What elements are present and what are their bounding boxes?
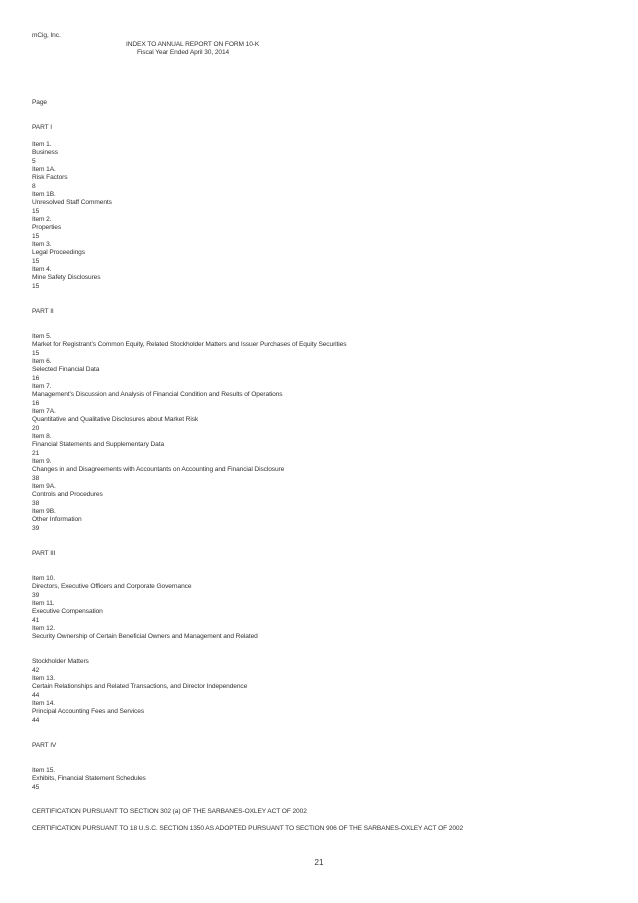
toc-item-number: Item 7A. [32, 408, 56, 415]
toc-item-page: 41 [32, 617, 40, 624]
toc-item-name[interactable]: Properties [32, 224, 62, 231]
toc-item-page: 45 [32, 784, 40, 791]
toc-item-name[interactable]: Unresolved Staff Comments [32, 199, 112, 206]
part-heading: PART I [32, 124, 52, 131]
toc-item-name[interactable]: Business [32, 149, 58, 156]
toc-item-number: Item 11. [32, 600, 55, 607]
part-heading: PART II [32, 308, 54, 315]
toc-item-page: 15 [32, 283, 40, 290]
toc-item-number: Item 9B. [32, 508, 56, 515]
toc-item-number: Item 3. [32, 241, 52, 248]
toc-item-number: Item 1A. [32, 166, 56, 173]
toc-item-number: Item 1. [32, 141, 52, 148]
toc-item-name[interactable]: Controls and Procedures [32, 491, 103, 498]
toc-item-number: Item 4. [32, 266, 52, 273]
toc-item-name[interactable]: Mine Safety Disclosures [32, 274, 101, 281]
toc-item-name[interactable]: Market for Registrant’s Common Equity, Related Stockholder Matters and Issuer Purchases of Equity Securities [32, 341, 347, 348]
toc-item-number: Item 14. [32, 700, 56, 707]
toc-item-page: 8 [32, 183, 36, 190]
certification-906[interactable]: CERTIFICATION PURSUANT TO 18 U.S.C. SECTION 1350 AS ADOPTED PURSUANT TO SECTION 906 OF THE SARBANES-OXLEY ACT OF 2002 [32, 825, 464, 832]
page-column-label: Page [32, 99, 47, 106]
toc-item-page: 15 [32, 350, 40, 357]
toc-item-page: 20 [32, 425, 40, 432]
toc-item-page: 44 [32, 692, 40, 699]
toc-item-name[interactable]: Legal Proceedings [32, 249, 85, 256]
company-name: mCig, Inc. [32, 32, 61, 39]
toc-item-page: 15 [32, 258, 40, 265]
toc-item-name[interactable]: Security Ownership of Certain Beneficial Owners and Management and Related [32, 633, 258, 640]
toc-item-name[interactable]: Executive Compensation [32, 608, 103, 615]
toc-item-number: Item 1B. [32, 191, 56, 198]
toc-item-name[interactable]: Changes in and Disagreements with Accountants on Accounting and Financial Disclosure [32, 466, 285, 473]
toc-item-number: Item 7. [32, 383, 52, 390]
toc-item-number: Item 15. [32, 767, 56, 774]
toc-item-page: 44 [32, 717, 40, 724]
toc-item-number: Item 2. [32, 216, 52, 223]
part-heading: PART III [32, 550, 56, 557]
toc-item-page: 38 [32, 475, 40, 482]
fiscal-year: Fiscal Year Ended April 30, 2014 [137, 49, 230, 56]
certification-302[interactable]: CERTIFICATION PURSUANT TO SECTION 302 (a) OF THE SARBANES-OXLEY ACT OF 2002 [32, 808, 307, 815]
toc-item-name[interactable]: Risk Factors [32, 174, 68, 181]
part-heading: PART IV [32, 742, 57, 749]
toc-item-page: 42 [32, 667, 40, 674]
toc-item-number: Item 10. [32, 575, 56, 582]
toc-item-number: Item 9. [32, 458, 52, 465]
toc-item-page: 5 [32, 158, 36, 165]
toc-item-page: 15 [32, 233, 40, 240]
toc-item-page: 15 [32, 208, 40, 215]
toc-item-number: Item 5. [32, 333, 52, 340]
toc-item-name[interactable]: Certain Relationships and Related Transactions, and Director Independence [32, 683, 248, 690]
toc-item-page: 39 [32, 592, 40, 599]
toc-item-name[interactable]: Principal Accounting Fees and Services [32, 708, 145, 715]
toc-item-name[interactable]: Directors, Executive Officers and Corporate Governance [32, 583, 192, 590]
toc-item-number: Item 13. [32, 675, 56, 682]
toc-item-page: 16 [32, 400, 40, 407]
toc-item-page: 16 [32, 375, 40, 382]
toc-item-name[interactable]: Quantitative and Qualitative Disclosures about Market Risk [32, 416, 199, 423]
toc-item-name[interactable]: Other Information [32, 516, 82, 523]
toc-item-name-continuation[interactable]: Stockholder Matters [32, 658, 89, 665]
toc-item-page: 38 [32, 500, 40, 507]
toc-item-name[interactable]: Selected Financial Data [32, 366, 100, 373]
index-title: INDEX TO ANNUAL REPORT ON FORM 10-K [126, 41, 260, 48]
toc-item-number: Item 8. [32, 433, 52, 440]
toc-item-name[interactable]: Management’s Discussion and Analysis of Financial Condition and Results of Operations [32, 391, 283, 398]
toc-item-page: 39 [32, 525, 40, 532]
page-number: 21 [314, 858, 324, 867]
toc-item-number: Item 9A. [32, 483, 56, 490]
toc-item-number: Item 6. [32, 358, 52, 365]
toc-item-name[interactable]: Financial Statements and Supplementary Data [32, 441, 165, 448]
toc-item-name[interactable]: Exhibits, Financial Statement Schedules [32, 775, 146, 782]
toc-item-number: Item 12. [32, 625, 56, 632]
toc-item-page: 21 [32, 450, 40, 457]
